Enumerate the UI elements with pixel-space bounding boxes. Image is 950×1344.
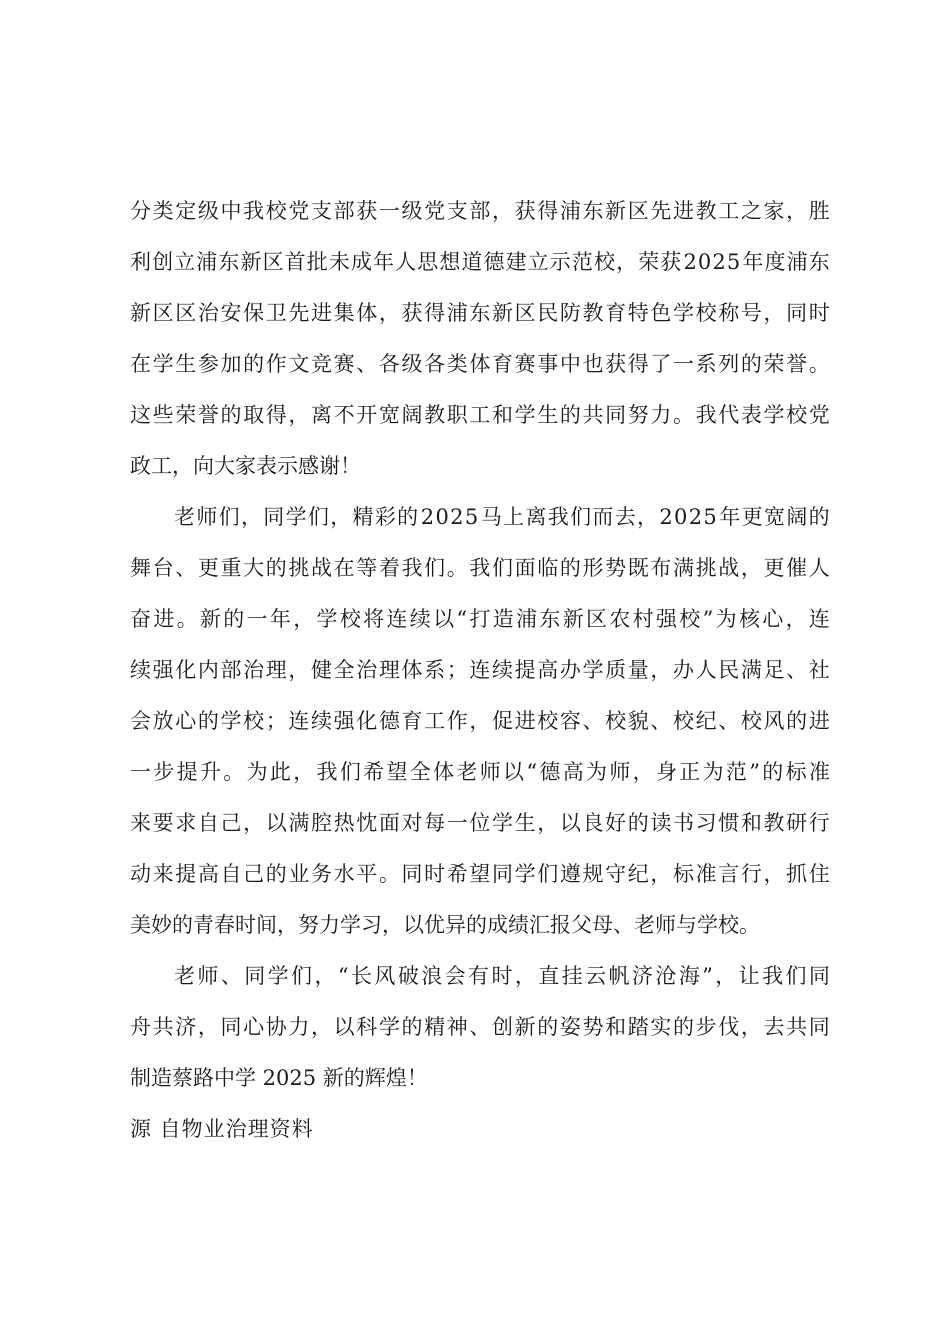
document-body [130,186,830,1155]
paragraph-2-line-7: 来 要 求 自 己 ， 以 满 腔 热 忱 面 对 每 一 位 学 生 ， 以 良 好 的 读 书 习 惯 和 教 研 行 [130,811,830,835]
paragraph-1-line-1: 分 类 定 级 中 我 校 党 支 部 获 一 级 党 支 部 ， 获 得 浦 东 新 区 先 进 教 工 之 家 ， 胜 [130,199,830,223]
paragraph-1-line-6: 政工，向大家表示感谢！ [130,454,361,478]
paragraph-2-line-1: 老 师 们 ， 同 学 们 ， 精 彩 的 2 0 2 5 马 上 离 我 们 而 去 ， 2 0 2 5 年 更 宽 阔 的 [174,505,830,529]
paragraph-2-line-2: 舞 台 、 更 重 大 的 挑 战 在 等 着 我 们 。 我 们 面 临 的 形 势 既 布 满 挑 战 ， 更 催 人 [130,556,830,580]
paragraph-3-line-2: 舟 共 济 ， 同 心 协 力 ， 以 科 学 的 精 神 、 创 新 的 姿 势 和 踏 实 的 步 伐 ， 去 共 同 [130,1015,830,1039]
paragraph-1-line-2: 利 创 立 浦 东 新 区 首 批 未 成 年 人 思 想 道 德 建 立 示 范 校 ， 荣 获 2 0 2 5 年 度 浦 东 [130,250,830,274]
paragraph-1-line-3: 新 区 区 治 安 保 卫 先 进 集 体 ， 获 得 浦 东 新 区 民 防 教 育 特 色 学 校 称 号 ， 同 时 [130,301,830,325]
paragraph-3-line-3: 制造蔡路中学 2025 新的辉煌！ [130,1066,428,1090]
paragraph-3-line-1: 老 师 、 同 学 们 ， “ 长 风 破 浪 会 有 时 ， 直 挂 云 帆 济 沧 海 ” ， 让 我 们 同 [174,964,830,988]
paragraph-1-line-5: 这 些 荣 誉 的 取 得 ， 离 不 开 宽 阔 教 职 工 和 学 生 的 共 同 努 力 。 我 代 表 学 校 党 [130,403,830,427]
paragraph-2-line-8: 动 来 提 高 自 己 的 业 务 水 平 。 同 时 希 望 同 学 们 遵 规 守 纪 ， 标 准 言 行 ， 抓 住 [130,862,830,886]
paragraph-2-line-6: 一 步 提 升 。 为 此 ， 我 们 希 望 全 体 老 师 以 “ 德 高 为 师 ， 身 正 为 范 ” 的 标 准 [130,760,830,784]
paragraph-2-line-4: 续 强 化 内 部 治 理 ， 健 全 治 理 体 系 ； 连 续 提 高 办 学 质 量 ， 办 人 民 满 足 、 社 [130,658,830,682]
paragraph-1-line-4: 在 学 生 参 加 的 作 文 竞 赛 、 各 级 各 类 体 育 赛 事 中 也 获 得 了 一 系 列 的 荣 誉 。 [130,352,830,376]
source-line: 源 自物业治理资料 [130,1117,314,1141]
paragraph-2-line-9: 美妙的青春时间，努力学习，以优异的成绩汇报父母、老师与学校。 [130,913,760,937]
paragraph-2-line-5: 会 放 心 的 学 校 ； 连 续 强 化 德 育 工 作 ， 促 进 校 容 、 校 貌 、 校 纪 、 校 风 的 进 [130,709,830,733]
paragraph-2-line-3: 奋 进 。 新 的 一 年 ， 学 校 将 连 续 以 “ 打 造 浦 东 新 区 农 村 强 校 ” 为 核 心 ， 连 [130,607,830,631]
